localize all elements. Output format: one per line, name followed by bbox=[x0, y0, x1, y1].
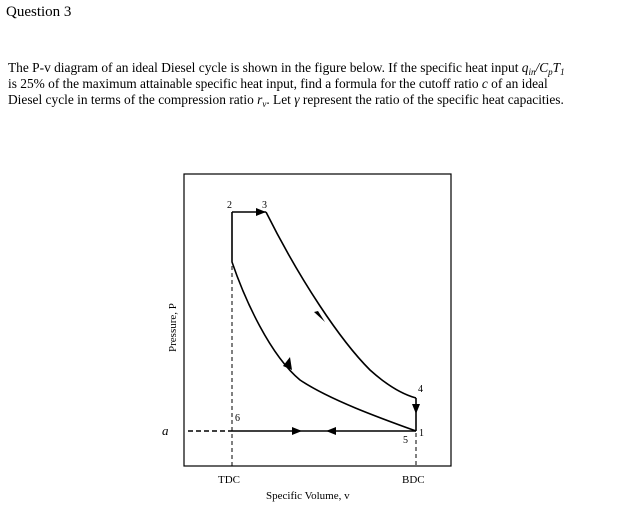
question-title: Question 3 bbox=[6, 4, 72, 20]
problem-text-segment: Diesel cycle in terms of the compression ratio bbox=[8, 92, 258, 107]
state-label-5: 5 bbox=[403, 435, 408, 446]
arrow-6-1-right bbox=[292, 427, 302, 435]
problem-text-segment: . Let bbox=[266, 92, 295, 107]
tick-label-tdc: TDC bbox=[218, 474, 240, 486]
y-axis-label: Pressure, P bbox=[167, 303, 179, 352]
process-3-4 bbox=[266, 212, 416, 398]
plot-frame bbox=[184, 174, 451, 466]
cutoff-ratio-symbol: c bbox=[481, 76, 488, 91]
gamma-symbol: γ bbox=[294, 92, 300, 107]
state-label-1: 1 bbox=[419, 428, 424, 439]
problem-text-segment: The P-v diagram of an ideal Diesel cycle is shown in the figure below. If the specific heat input bbox=[8, 60, 522, 75]
arrow-4-1 bbox=[412, 404, 420, 414]
heat-input-symbol: $q_{in}/C_pT_1$ bbox=[521, 60, 565, 77]
tick-label-bdc: BDC bbox=[402, 474, 425, 486]
problem-text-segment: is 25% of the maximum attainable specific heat input, find a formula for the cutoff ratio bbox=[8, 76, 482, 91]
x-axis-label: Specific Volume, v bbox=[266, 490, 350, 502]
compression-ratio-symbol: $r_v$ bbox=[257, 92, 267, 109]
arrow-1-6-left bbox=[326, 427, 336, 435]
state-label-2: 2 bbox=[227, 200, 232, 211]
problem-text-segment: of an ideal bbox=[487, 76, 548, 91]
state-label-6: 6 bbox=[235, 413, 240, 424]
process-1-2 bbox=[232, 212, 416, 431]
arrow-3-4 bbox=[314, 311, 325, 322]
level-a-label: a bbox=[162, 423, 169, 438]
state-label-4: 4 bbox=[418, 384, 423, 395]
problem-text-segment: represent the ratio of the specific heat capacities. bbox=[299, 92, 564, 107]
state-label-3: 3 bbox=[262, 200, 267, 211]
